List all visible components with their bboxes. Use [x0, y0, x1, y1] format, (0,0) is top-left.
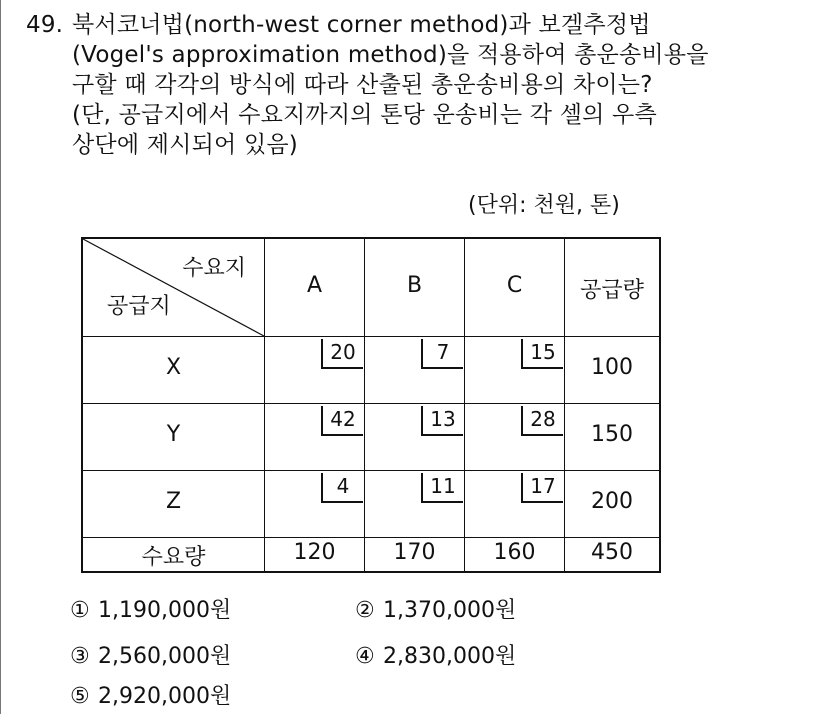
option-text: 2,920,000원 [98, 684, 232, 709]
option-text: 2,830,000원 [383, 644, 517, 669]
question-line: (Vogel's approximation method)을 적용하여 총운송비용을 [72, 42, 709, 68]
unit-cost: 4 [321, 473, 363, 503]
unit-cost: 28 [521, 406, 563, 436]
option-text: 2,560,000원 [98, 644, 232, 669]
cell-y-c [465, 404, 565, 470]
unit-cost: 13 [421, 406, 463, 436]
question-line: 북서코너법(north-west corner method)과 보겔추정법 [72, 12, 651, 38]
unit-cost: 11 [421, 473, 463, 503]
option-number: ⑤ [70, 684, 90, 709]
column-header-a: A [265, 239, 365, 336]
row-label-y: Y [83, 404, 265, 470]
cell-x-c [465, 337, 565, 403]
cell-x-a [265, 337, 365, 403]
question-number: 49. [26, 12, 64, 38]
column-header-b: B [365, 239, 465, 336]
option-3[interactable] [70, 642, 231, 672]
cell-y-b [365, 404, 465, 470]
total-quantity: 450 [591, 540, 633, 565]
demand-a: 120 [265, 538, 365, 571]
option-number: ② [355, 598, 375, 623]
corner-cell [83, 239, 265, 336]
supply-x: 100 [591, 355, 633, 380]
column-header-c: C [465, 239, 565, 336]
option-number: ③ [70, 644, 90, 669]
unit-cost: 42 [321, 406, 363, 436]
unit-cost: 17 [521, 473, 563, 503]
cell-z-a [265, 471, 365, 537]
option-1[interactable] [70, 596, 231, 626]
cell-x-b [365, 337, 465, 403]
table-row [83, 337, 659, 404]
table-row [83, 471, 659, 538]
option-5[interactable] [70, 682, 231, 712]
option-number: ④ [355, 644, 375, 669]
question-line: 상단에 제시되어 있음) [72, 132, 298, 158]
table-header-row [83, 239, 659, 337]
option-text: 1,190,000원 [98, 598, 232, 623]
question-line: 구할 때 각각의 방식에 따라 산출된 총운송비용의 차이는? [72, 72, 653, 98]
unit-cost: 20 [321, 339, 363, 369]
option-2[interactable] [355, 596, 516, 626]
cell-z-b [365, 471, 465, 537]
option-number: ① [70, 598, 90, 623]
cell-y-a [265, 404, 365, 470]
cell-z-c [465, 471, 565, 537]
option-4[interactable] [355, 642, 516, 672]
supply-header: 공급량 [580, 278, 644, 303]
unit-cost: 15 [521, 339, 563, 369]
row-label-x: X [83, 337, 265, 403]
demand-label: 수요량 [83, 538, 265, 571]
page-left-border [0, 0, 1, 714]
supply-z: 200 [591, 489, 633, 514]
supply-site-label: 공급지 [107, 294, 171, 319]
demand-c: 160 [465, 538, 565, 571]
demand-b: 170 [365, 538, 465, 571]
question-text [72, 10, 802, 160]
table-row [83, 404, 659, 471]
demand-site-label: 수요지 [182, 256, 246, 281]
row-label-z: Z [83, 471, 265, 537]
question-line: (단, 공급지에서 수요지까지의 톤당 운송비는 각 셀의 우측 [72, 102, 657, 128]
unit-cost: 7 [421, 339, 463, 369]
supply-y: 150 [591, 422, 633, 447]
option-text: 1,370,000원 [383, 598, 517, 623]
demand-row [83, 538, 659, 571]
transport-cost-table [81, 237, 661, 573]
unit-note: (단위: 천원, 톤) [468, 193, 620, 218]
